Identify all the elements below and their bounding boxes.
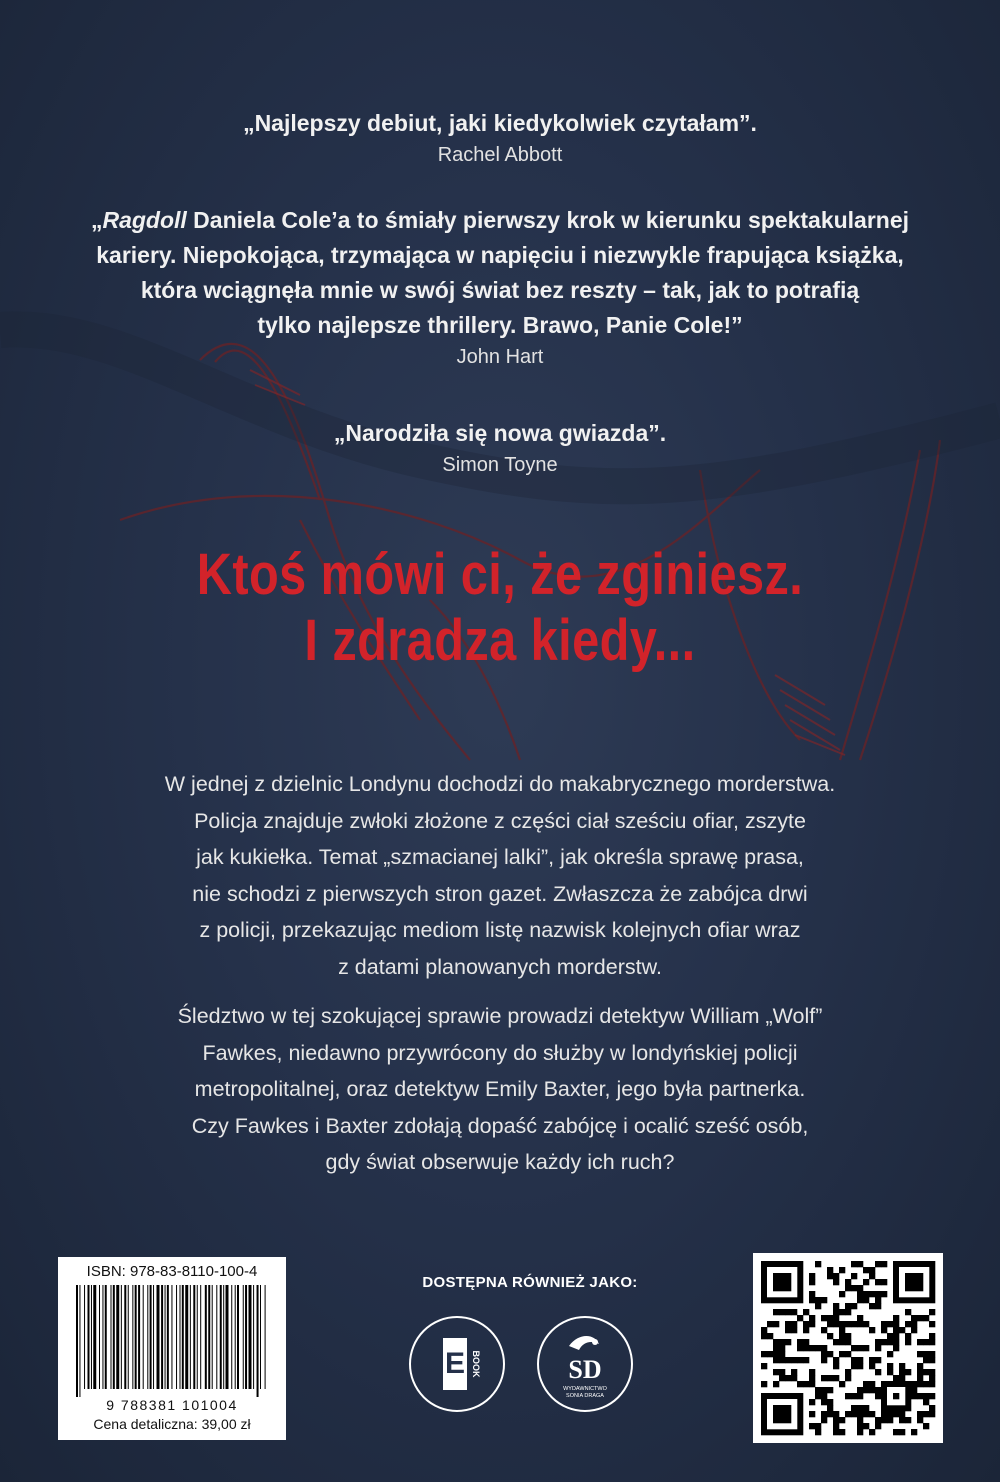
quote-author: Rachel Abbott	[437, 144, 563, 166]
publisher-logo-icon	[539, 1318, 631, 1410]
quote-first-line-rest: Daniela Cole’a to śmiały pierwszy krok w kierunku spektakularnej	[186, 207, 910, 233]
blurb-paragraph-2	[60, 998, 940, 1181]
ebook-badge	[409, 1316, 505, 1412]
quote-first-line	[0, 203, 1000, 238]
tagline	[80, 542, 920, 674]
review-quote-2	[0, 203, 1000, 371]
book-title-italic: Ragdoll	[102, 207, 187, 233]
blurb-line: W jednej z dzielnic Londynu dochodzi do makabrycznego morderstwa.	[164, 772, 836, 796]
publisher-name-line-1: WYDAWNICTWO	[563, 1386, 607, 1392]
blurb-line: Policja znajduje zwłoki złożone z części ciał sześciu ofiar, zszyte	[194, 808, 806, 833]
qr-code[interactable]	[753, 1253, 943, 1443]
available-also-as-label: DOSTĘPNA RÓWNIEŻ JAKO:	[422, 1274, 638, 1291]
publisher-badge	[537, 1316, 633, 1412]
blurb-line: nie schodzi z pierwszych stron gazet. Zwłaszcza że zabójca drwi	[192, 881, 808, 906]
blurb-line: jak kukiełka. Temat „szmacianej lalki”, jak określa sprawę prasa,	[196, 845, 804, 869]
barcode-image	[72, 1285, 272, 1397]
blurb-line: gdy świat obserwuje każdy ich ruch?	[325, 1150, 675, 1174]
quote-author: John Hart	[456, 346, 544, 368]
publisher-name-line-2: SONIA DRAGA	[566, 1393, 604, 1399]
quote-text: „Najlepszy debiut, jaki kiedykolwiek czytałam”.	[243, 110, 757, 136]
ebook-letter: E	[444, 1347, 466, 1380]
quote-line: która wciągnęła mnie w swój świat bez reszty – tak, jak to potrafią	[140, 277, 860, 303]
qr-code-image	[753, 1253, 943, 1443]
tagline-line-1: Ktoś mówi ci, że zginiesz.	[196, 542, 804, 607]
quote-line: tylko najlepsze thrillery. Brawo, Panie Cole!”	[257, 312, 743, 338]
ebook-icon	[411, 1318, 503, 1410]
blurb-line: Fawkes, niedawno przywrócony do służby w londyńskiej policji	[202, 1040, 798, 1065]
isbn-barcode-label	[58, 1257, 286, 1440]
blurb-line: Śledztwo w tej szokującej sprawie prowadzi detektyw William „Wolf”	[177, 1004, 823, 1028]
quote-line: kariery. Niepokojąca, trzymająca w napięciu i niezwykle frapująca książka,	[96, 242, 904, 268]
blurb-line: z datami planowanych morderstw.	[338, 954, 662, 979]
quote-author: Simon Toyne	[442, 454, 558, 476]
barcode-digits: 9 788381 101004	[106, 1397, 238, 1413]
tagline-line-2: I zdradza kiedy...	[304, 608, 696, 673]
blurb-paragraph-1	[60, 766, 940, 985]
publisher-mark: SD	[568, 1355, 602, 1384]
open-quote-mark: „	[90, 207, 103, 233]
isbn-number: ISBN: 978-83-8110-100-4	[86, 1263, 258, 1280]
retail-price: Cena detaliczna: 39,00 zł	[93, 1416, 251, 1432]
blurb-line: z policji, przekazując mediom listę nazwisk kolejnych ofiar wraz	[199, 918, 801, 942]
review-quote-3	[0, 416, 1000, 479]
quote-text: „Narodziła się nowa gwiazda”.	[333, 420, 667, 446]
ebook-word: BOOK	[471, 1350, 481, 1378]
blurb-line: Czy Fawkes i Baxter zdołają dopaść zabójcę i ocalić sześć osób,	[191, 1113, 809, 1138]
review-quote-1	[0, 106, 1000, 169]
blurb-line: metropolitalnej, oraz detektyw Emily Baxter, jego była partnerka.	[194, 1077, 806, 1101]
